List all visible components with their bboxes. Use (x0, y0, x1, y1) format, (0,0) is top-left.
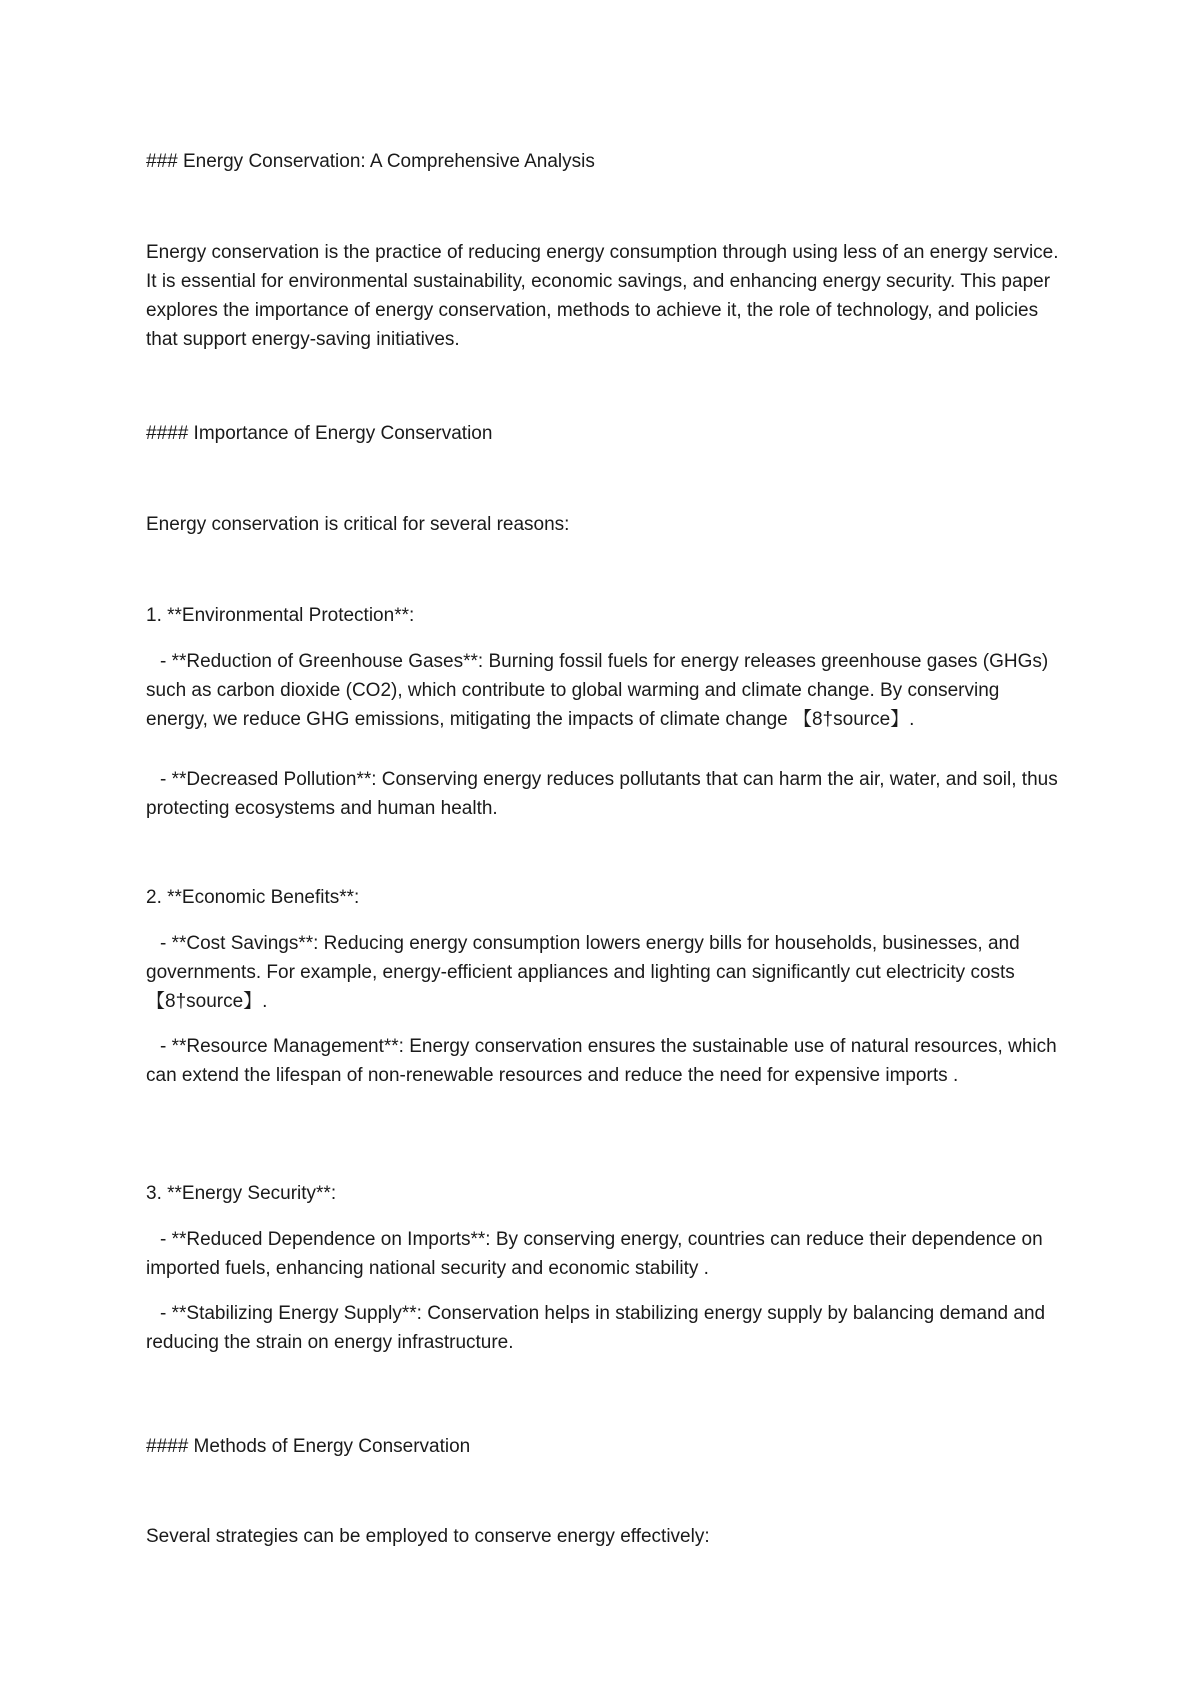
section-energy-security-heading: 3. **Energy Security**: (146, 1183, 337, 1204)
section-economic-heading: 2. **Economic Benefits**: (146, 887, 360, 908)
methods-heading: #### Methods of Energy Conservation (146, 1436, 471, 1457)
list-item-resource-management (146, 1032, 1066, 1090)
list-item-text: - **Cost Savings**: Reducing energy consumption lowers energy bills for households, businesses, and governments. For example, energy-efficient appliances and lighting can significantly cut electricity costs 【8†source】. (146, 933, 1020, 1012)
list-item-text: - **Resource Management**: Energy conservation ensures the sustainable use of natural resources, which can extend the lifespan of non-renewable resources and reduce the need for expensive imports . (146, 1036, 1057, 1086)
document-title: ### Energy Conservation: A Comprehensive Analysis (146, 151, 595, 172)
section-environmental-heading: 1. **Environmental Protection**: (146, 605, 415, 626)
methods-lead: Several strategies can be employed to conserve energy effectively: (146, 1526, 710, 1547)
intro-paragraph: Energy conservation is the practice of reducing energy consumption through using less of an energy service. It is essential for environmental sustainability, economic savings, and enhancing energy security. This paper explores the importance of energy conservation, methods to achieve it, the role of technology, and policies that support energy-saving initiatives. (146, 242, 1059, 350)
list-item-stabilizing-supply (146, 1299, 1066, 1357)
list-item-decreased-pollution (146, 765, 1066, 823)
importance-lead: Energy conservation is critical for several reasons: (146, 514, 570, 535)
list-item-reduced-dependence (146, 1225, 1066, 1283)
list-item-cost-savings (146, 929, 1066, 1016)
list-item-greenhouse-gases (146, 647, 1066, 734)
list-item-text: - **Reduced Dependence on Imports**: By conserving energy, countries can reduce their dependence on imported fuels, enhancing national security and economic stability . (146, 1229, 1043, 1279)
list-item-text: - **Reduction of Greenhouse Gases**: Burning fossil fuels for energy releases greenhouse gases (GHGs) such as carbon dioxide (CO2), which contribute to global warming and climate change. By conserving energy, we reduce GHG emissions, mitigating the impacts of climate change 【8†source】. (146, 651, 1049, 730)
list-item-text: - **Decreased Pollution**: Conserving energy reduces pollutants that can harm the air, water, and soil, thus protecting ecosystems and human health. (146, 769, 1058, 819)
list-item-text: - **Stabilizing Energy Supply**: Conservation helps in stabilizing energy supply by balancing demand and reducing the strain on energy infrastructure. (146, 1303, 1046, 1353)
importance-heading: #### Importance of Energy Conservation (146, 423, 493, 444)
